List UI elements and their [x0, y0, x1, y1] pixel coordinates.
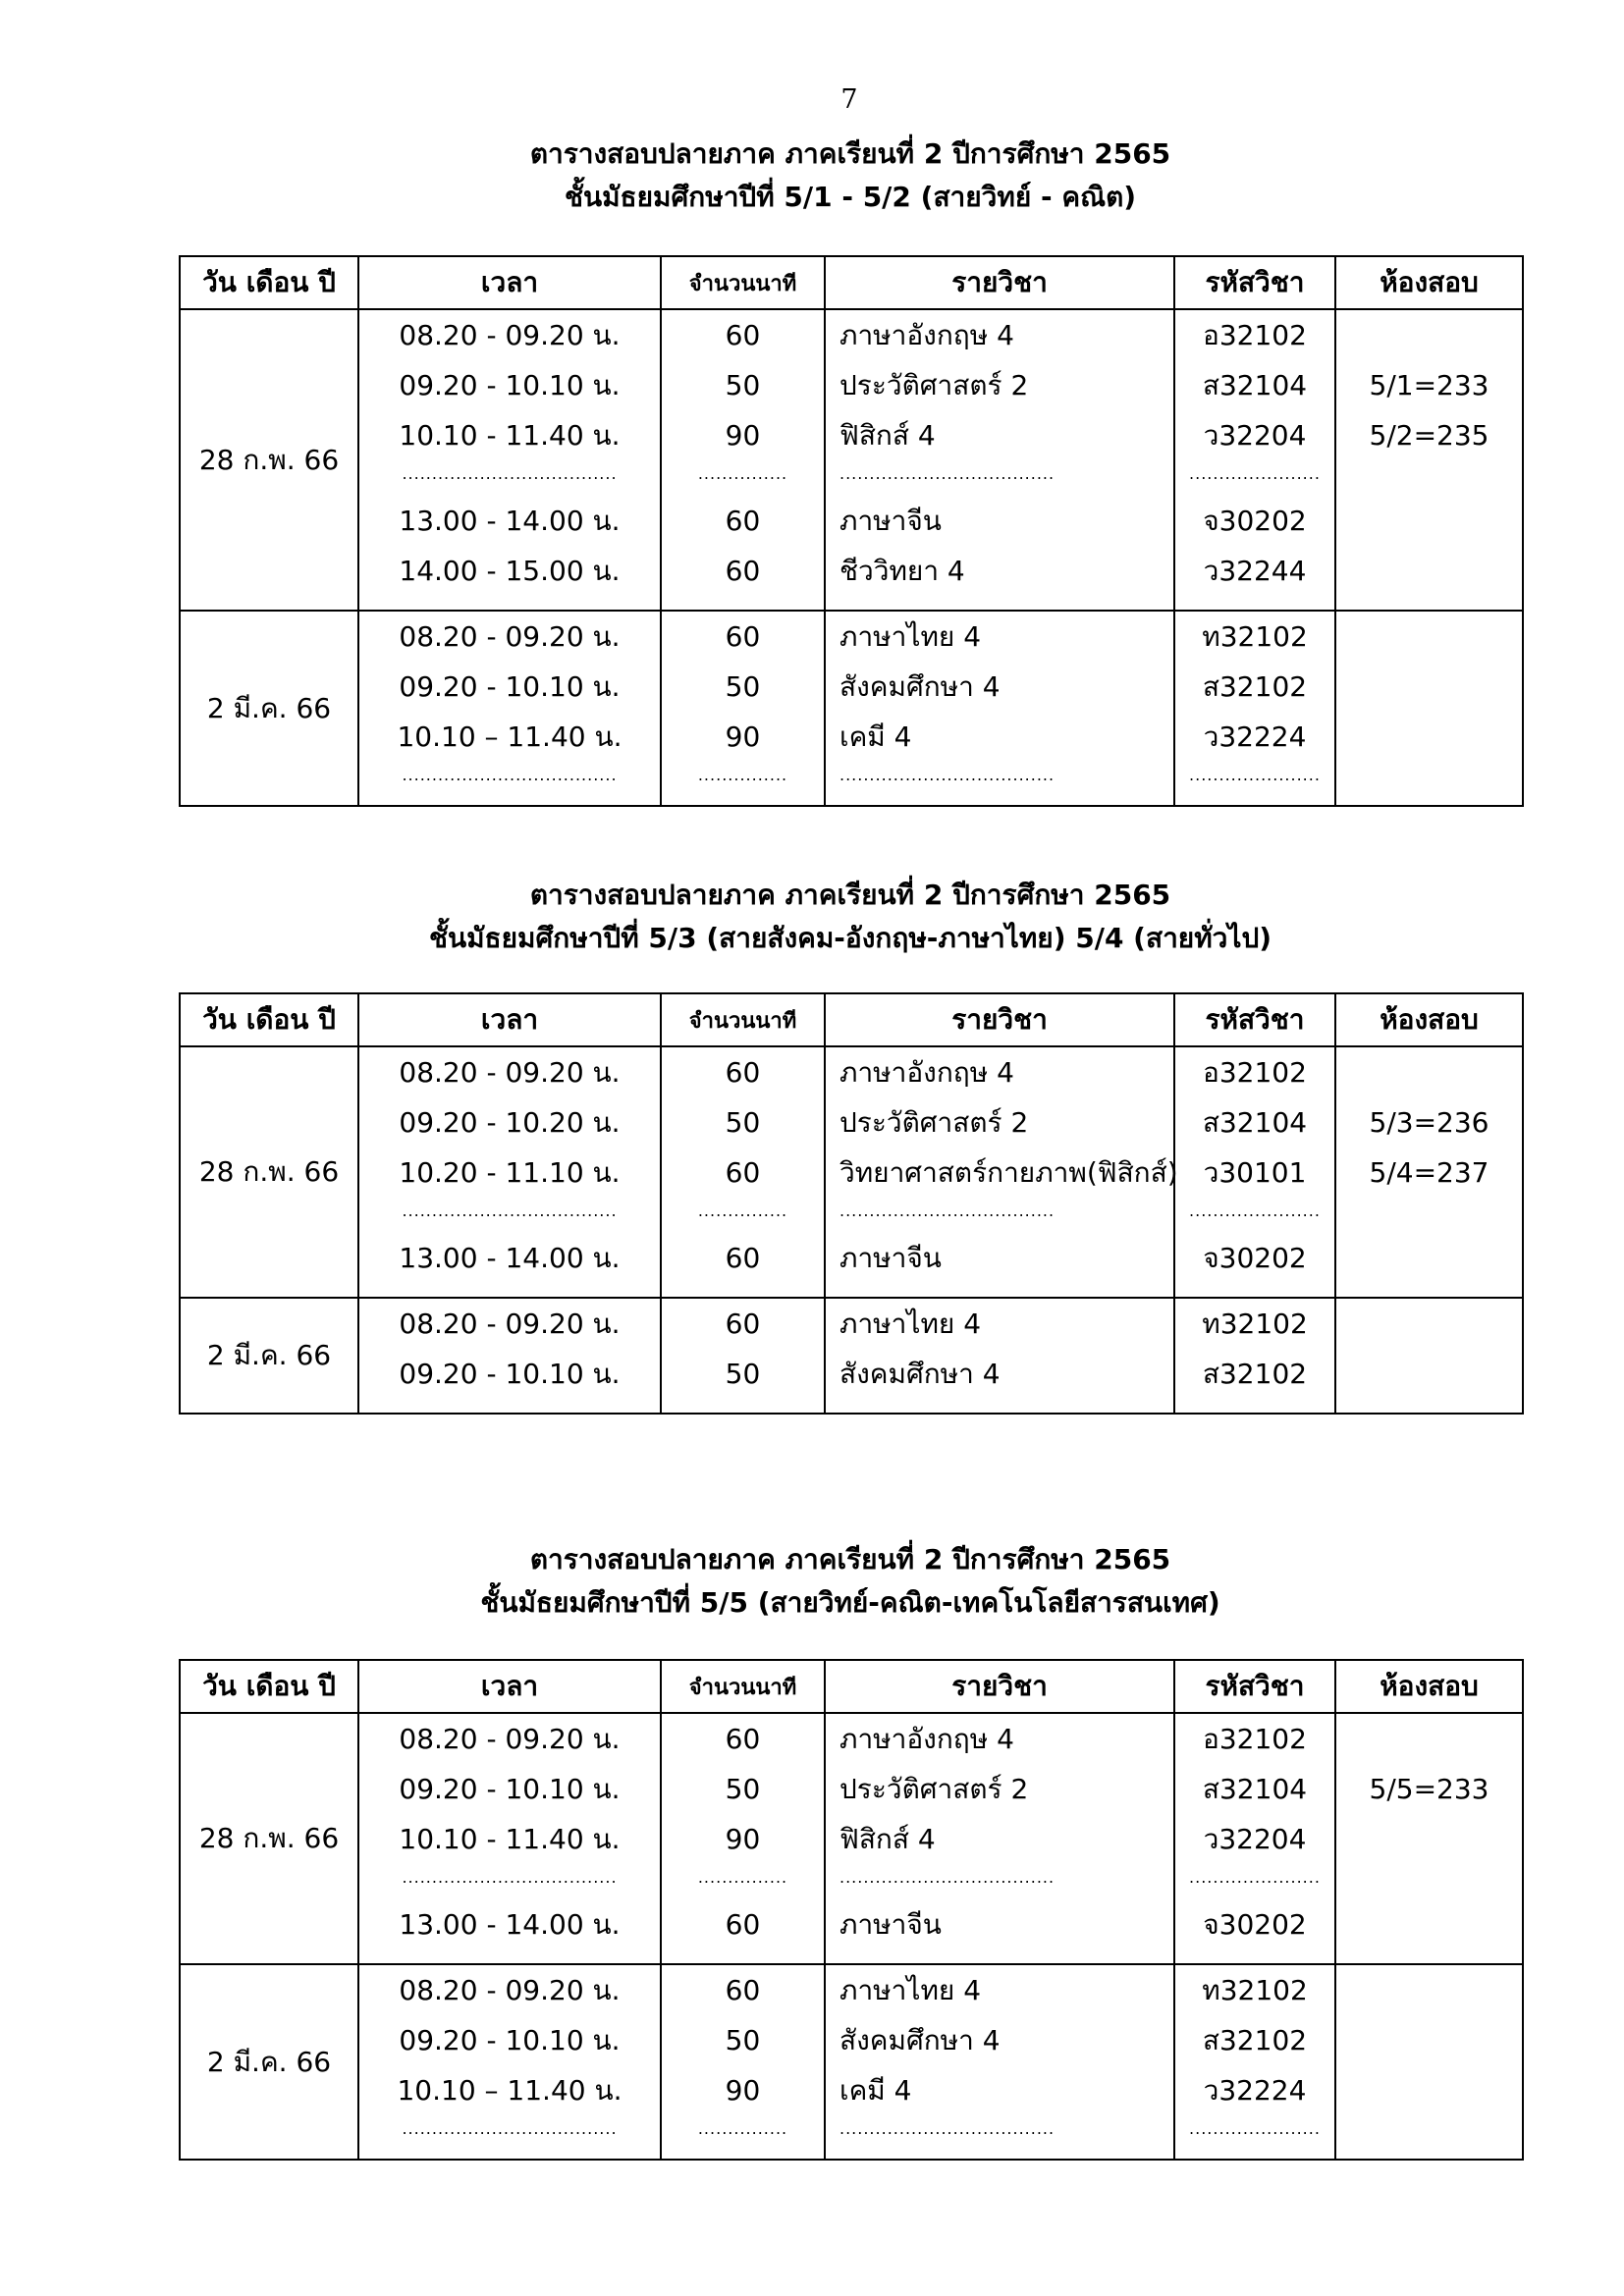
exam-minutes: 60 — [725, 1156, 761, 1189]
exam-subject: ภาษาจีน — [839, 1908, 942, 1941]
exam-code: ส32104 — [1202, 1773, 1308, 1805]
exam-time: 08.20 - 09.20 น. — [399, 1974, 621, 2006]
header-date: วัน เดือน ปี — [180, 993, 358, 1046]
exam-time: 09.20 - 10.10 น. — [399, 670, 621, 703]
exam-code: ท32102 — [1202, 1308, 1308, 1340]
exam-time: 10.10 – 11.40 น. — [397, 721, 623, 753]
code-cell — [1174, 1298, 1335, 1414]
exam-subject: ชีววิทยา 4 — [839, 555, 965, 587]
code-cell — [1174, 1046, 1335, 1298]
exam-minutes: 60 — [725, 620, 761, 653]
exam-block-1 — [179, 133, 1522, 807]
exam-time: 08.20 - 09.20 น. — [399, 1056, 621, 1089]
schedule-subtitle: ชั้นมัธยมศึกษาปีที่ 5/1 - 5/2 (สายวิทย์ - คณิต) — [564, 181, 1137, 213]
exam-time: 13.00 - 14.00 น. — [399, 1908, 621, 1941]
exam-subject: ภาษาไทย 4 — [839, 620, 982, 653]
date-cell — [180, 1964, 358, 2160]
header-subject: รายวิชา — [825, 993, 1174, 1046]
minutes-cell — [661, 1298, 825, 1414]
subject-cell — [825, 1964, 1174, 2160]
header-code: รหัสวิชา — [1174, 256, 1335, 309]
header-room: ห้องสอบ — [1335, 256, 1523, 309]
exam-time: 08.20 - 09.20 น. — [399, 319, 621, 351]
exam-time: 09.20 - 10.20 น. — [399, 1106, 621, 1139]
header-date: วัน เดือน ปี — [180, 256, 358, 309]
exam-subject: ภาษาไทย 4 — [839, 1974, 982, 2006]
blank-line: .................................... — [402, 464, 618, 483]
exam-room: 5/4=237 — [1369, 1156, 1489, 1189]
time-cell — [358, 1298, 661, 1414]
exam-code: ว32204 — [1203, 1823, 1307, 1855]
exam-minutes: 50 — [725, 2024, 761, 2056]
header-time: เวลา — [358, 993, 661, 1046]
exam-minutes: 50 — [725, 1773, 761, 1805]
exam-subject: ฟิสิกส์ 4 — [839, 419, 936, 452]
exam-minutes: 60 — [725, 319, 761, 351]
exam-minutes: 60 — [725, 1242, 761, 1274]
exam-time: 08.20 - 09.20 น. — [399, 620, 621, 653]
minutes-cell — [661, 309, 825, 611]
schedule-title: ตารางสอบปลายภาค ภาคเรียนที่ 2 ปีการศึกษา 2565 — [529, 137, 1171, 170]
exam-minutes: 60 — [725, 555, 761, 587]
exam-minutes: 60 — [725, 1723, 761, 1755]
exam-subject: สังคมศึกษา 4 — [839, 670, 1001, 703]
code-cell — [1174, 1713, 1335, 1964]
exam-subject: ภาษาอังกฤษ 4 — [839, 319, 1014, 351]
header-date: วัน เดือน ปี — [180, 1660, 358, 1713]
exam-subject: ประวัติศาสตร์ 2 — [839, 369, 1029, 401]
exam-code: อ32102 — [1203, 1056, 1307, 1089]
blank-line: .................................... — [839, 766, 1056, 784]
blank-line: ...................... — [1189, 1201, 1321, 1220]
exam-code: ส32104 — [1202, 369, 1308, 401]
exam-code: จ30202 — [1203, 1908, 1307, 1941]
exam-minutes: 90 — [725, 721, 761, 753]
exam-minutes: 90 — [725, 2074, 761, 2107]
header-minutes: จำนวนนาที — [661, 256, 825, 309]
blank-line: ............... — [697, 1868, 788, 1887]
schedule-title: ตารางสอบปลายภาค ภาคเรียนที่ 2 ปีการศึกษา 2565 — [529, 1543, 1171, 1575]
exam-date: 28 ก.พ. 66 — [198, 1822, 340, 1854]
exam-room: 5/3=236 — [1369, 1106, 1489, 1139]
table-header-row — [180, 1660, 1523, 1713]
blank-line: ............... — [697, 2119, 788, 2138]
exam-subject: ภาษาอังกฤษ 4 — [839, 1723, 1014, 1755]
exam-table — [179, 1659, 1524, 2161]
exam-date: 2 มี.ค. 66 — [206, 2045, 332, 2078]
table-row — [180, 1046, 1523, 1298]
exam-code: ว32204 — [1203, 419, 1307, 452]
blank-line: ...................... — [1189, 2119, 1321, 2138]
exam-code: อ32102 — [1203, 1723, 1307, 1755]
exam-time: 10.10 - 11.40 น. — [399, 419, 621, 452]
exam-time: 10.10 - 11.40 น. — [399, 1823, 621, 1855]
table-row — [180, 309, 1523, 611]
exam-date: 2 มี.ค. 66 — [206, 691, 332, 724]
exam-code: ว32224 — [1203, 721, 1307, 753]
exam-time: 09.20 - 10.10 น. — [399, 369, 621, 401]
exam-date: 28 ก.พ. 66 — [198, 443, 340, 476]
minutes-cell — [661, 1713, 825, 1964]
exam-table — [179, 992, 1524, 1415]
exam-code: จ30202 — [1203, 505, 1307, 537]
page-number: 7 — [840, 84, 858, 115]
exam-minutes: 60 — [725, 1974, 761, 2006]
code-cell — [1174, 611, 1335, 806]
exam-time: 09.20 - 10.10 น. — [399, 1358, 621, 1390]
exam-subject: เคมี 4 — [839, 2074, 912, 2107]
exam-minutes: 50 — [725, 670, 761, 703]
time-cell — [358, 1046, 661, 1298]
blank-line: ...................... — [1189, 1868, 1321, 1887]
exam-subject: ภาษาไทย 4 — [839, 1308, 982, 1340]
exam-time: 14.00 - 15.00 น. — [399, 555, 621, 587]
exam-minutes: 50 — [725, 1358, 761, 1390]
date-cell — [180, 1713, 358, 1964]
date-cell — [180, 1046, 358, 1298]
exam-block-2 — [179, 874, 1522, 1415]
room-cell — [1335, 1298, 1523, 1414]
subject-cell — [825, 1298, 1174, 1414]
exam-subject: ประวัติศาสตร์ 2 — [839, 1106, 1029, 1139]
blank-line: ............... — [697, 464, 788, 483]
room-cell — [1335, 1713, 1523, 1964]
date-cell — [180, 611, 358, 806]
table-row — [180, 1713, 1523, 1964]
room-cell — [1335, 611, 1523, 806]
date-cell — [180, 309, 358, 611]
header-room: ห้องสอบ — [1335, 1660, 1523, 1713]
minutes-cell — [661, 611, 825, 806]
exam-minutes: 50 — [725, 369, 761, 401]
exam-time: 10.10 – 11.40 น. — [397, 2074, 623, 2107]
blank-line: .................................... — [839, 464, 1056, 483]
minutes-cell — [661, 1046, 825, 1298]
exam-code: อ32102 — [1203, 319, 1307, 351]
blank-line: .................................... — [839, 2119, 1056, 2138]
exam-minutes: 60 — [725, 1908, 761, 1941]
exam-subject: ภาษาอังกฤษ 4 — [839, 1056, 1014, 1089]
exam-code: จ30202 — [1203, 1242, 1307, 1274]
date-cell — [180, 1298, 358, 1414]
exam-code: ส32102 — [1202, 1358, 1308, 1390]
table-body — [180, 1046, 1523, 1414]
exam-subject: สังคมศึกษา 4 — [839, 2024, 1001, 2056]
exam-room: 5/5=233 — [1369, 1773, 1489, 1805]
exam-minutes: 90 — [725, 419, 761, 452]
exam-subject: วิทยาศาสตร์กายภาพ(ฟิสิกส์) — [839, 1156, 1178, 1189]
exam-minutes: 60 — [725, 1308, 761, 1340]
exam-minutes: 60 — [725, 505, 761, 537]
exam-table — [179, 255, 1524, 807]
minutes-cell — [661, 1964, 825, 2160]
exam-minutes: 90 — [725, 1823, 761, 1855]
table-body — [180, 309, 1523, 806]
table-row — [180, 1298, 1523, 1414]
exam-date: 28 ก.พ. 66 — [198, 1155, 340, 1188]
exam-time: 08.20 - 09.20 น. — [399, 1308, 621, 1340]
blank-line: ...................... — [1189, 766, 1321, 784]
exam-room: 5/2=235 — [1369, 419, 1489, 452]
table-header-row — [180, 993, 1523, 1046]
blank-line: .................................... — [402, 2119, 618, 2138]
exam-subject: เคมี 4 — [839, 721, 912, 753]
exam-room: 5/1=233 — [1369, 369, 1489, 401]
subject-cell — [825, 309, 1174, 611]
header-code: รหัสวิชา — [1174, 1660, 1335, 1713]
header-time: เวลา — [358, 256, 661, 309]
code-cell — [1174, 1964, 1335, 2160]
exam-minutes: 60 — [725, 1056, 761, 1089]
exam-code: ว30101 — [1203, 1156, 1307, 1189]
header-minutes: จำนวนนาที — [661, 1660, 825, 1713]
table-body — [180, 1713, 1523, 2160]
schedule-title: ตารางสอบปลายภาค ภาคเรียนที่ 2 ปีการศึกษา 2565 — [529, 879, 1171, 911]
exam-subject: ภาษาจีน — [839, 1242, 942, 1274]
header-code: รหัสวิชา — [1174, 993, 1335, 1046]
subject-cell — [825, 1713, 1174, 1964]
table-row — [180, 1964, 1523, 2160]
blank-line: .................................... — [402, 1868, 618, 1887]
exam-time: 10.20 - 11.10 น. — [399, 1156, 621, 1189]
header-minutes: จำนวนนาที — [661, 993, 825, 1046]
exam-time: 13.00 - 14.00 น. — [399, 1242, 621, 1274]
subject-cell — [825, 611, 1174, 806]
room-cell — [1335, 1964, 1523, 2160]
blank-line: .................................... — [402, 1201, 618, 1220]
blank-line: ...................... — [1189, 464, 1321, 483]
exam-date: 2 มี.ค. 66 — [206, 1339, 332, 1371]
schedule-subtitle: ชั้นมัธยมศึกษาปีที่ 5/5 (สายวิทย์-คณิต-เทคโนโลยีสารสนเทศ) — [480, 1586, 1220, 1619]
exam-code: ท32102 — [1202, 1974, 1308, 2006]
subject-cell — [825, 1046, 1178, 1298]
blank-line: ............... — [697, 766, 788, 784]
exam-time: 13.00 - 14.00 น. — [399, 505, 621, 537]
exam-code: ว32224 — [1203, 2074, 1307, 2107]
blank-line: .................................... — [839, 1201, 1056, 1220]
exam-code: ว32244 — [1203, 555, 1307, 587]
exam-block-3 — [179, 1538, 1522, 2161]
exam-code: ส32104 — [1202, 1106, 1308, 1139]
blank-line: .................................... — [839, 1868, 1056, 1887]
header-subject: รายวิชา — [825, 1660, 1174, 1713]
blank-line: .................................... — [402, 766, 618, 784]
schedule-subtitle: ชั้นมัธยมศึกษาปีที่ 5/3 (สายสังคม-อังกฤษ-ภาษาไทย) 5/4 (สายทั่วไป) — [428, 922, 1272, 954]
exam-code: ส32102 — [1202, 2024, 1308, 2056]
exam-subject: ฟิสิกส์ 4 — [839, 1823, 936, 1855]
table-header-row — [180, 256, 1523, 309]
blank-line: ............... — [697, 1201, 788, 1220]
exam-minutes: 50 — [725, 1106, 761, 1139]
header-room: ห้องสอบ — [1335, 993, 1523, 1046]
time-cell — [358, 309, 661, 611]
table-row — [180, 611, 1523, 806]
room-cell — [1335, 309, 1523, 611]
header-subject: รายวิชา — [825, 256, 1174, 309]
time-cell — [358, 611, 661, 806]
exam-subject: ภาษาจีน — [839, 505, 942, 537]
exam-code: ท32102 — [1202, 620, 1308, 653]
room-cell — [1335, 1046, 1523, 1298]
exam-time: 09.20 - 10.10 น. — [399, 2024, 621, 2056]
exam-time: 08.20 - 09.20 น. — [399, 1723, 621, 1755]
time-cell — [358, 1713, 661, 1964]
header-time: เวลา — [358, 1660, 661, 1713]
exam-time: 09.20 - 10.10 น. — [399, 1773, 621, 1805]
exam-subject: สังคมศึกษา 4 — [839, 1358, 1001, 1390]
exam-code: ส32102 — [1202, 670, 1308, 703]
code-cell — [1174, 309, 1335, 611]
time-cell — [358, 1964, 661, 2160]
exam-subject: ประวัติศาสตร์ 2 — [839, 1773, 1029, 1805]
